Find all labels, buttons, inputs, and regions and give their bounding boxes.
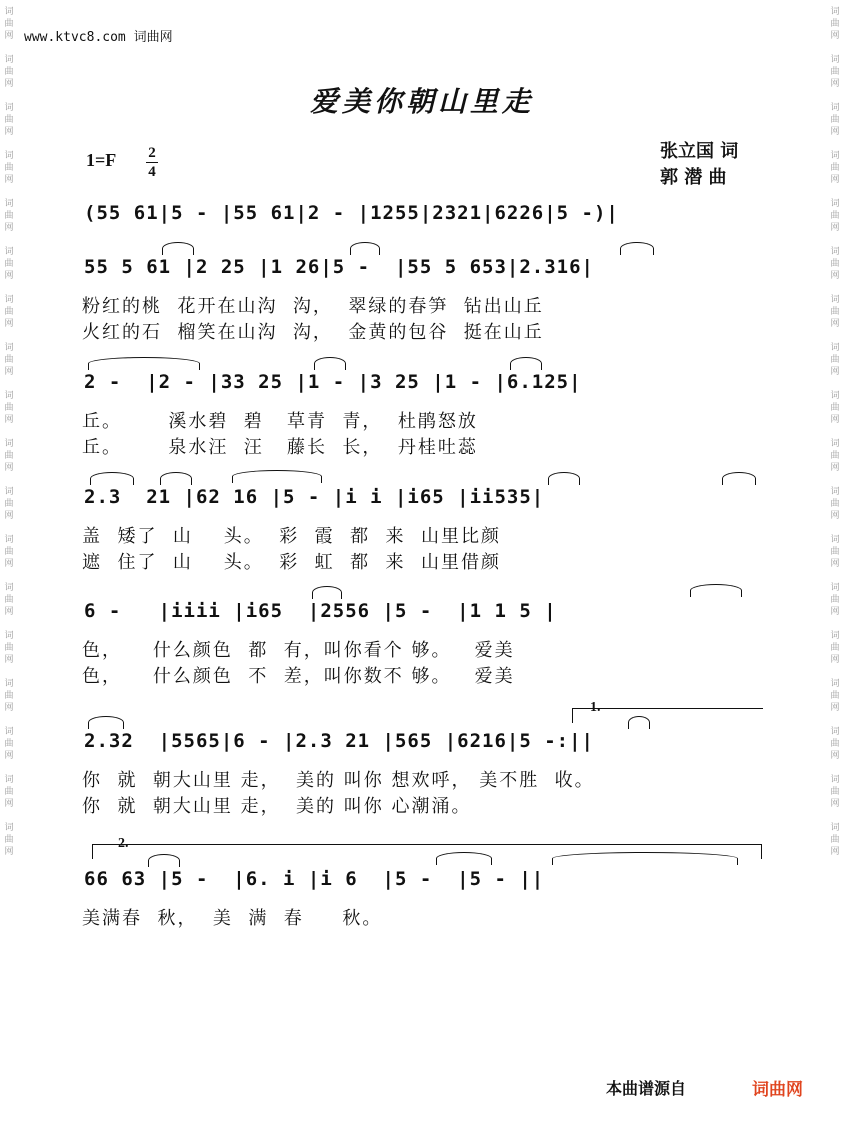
watermark-text: 词 曲 网 bbox=[4, 679, 14, 713]
slur bbox=[90, 472, 134, 485]
watermark-text: 词 曲 网 bbox=[4, 103, 14, 137]
notation-line: 2.3 21 |62 16 |5 - |i i |i65 |ii535| bbox=[84, 486, 545, 508]
composer-credit: 郭 潜 曲 bbox=[660, 167, 727, 188]
slur bbox=[436, 852, 492, 865]
watermark-text: 词 曲 网 bbox=[830, 583, 840, 617]
watermark-text: 词 曲 网 bbox=[830, 775, 840, 809]
slur bbox=[162, 242, 194, 255]
site-url[interactable]: www.ktvc8.com 词曲网 bbox=[24, 30, 173, 45]
watermark-text: 词 曲 网 bbox=[830, 823, 840, 857]
notation-line: 2 - |2 - |33 25 |1 - |3 25 |1 - |6.125| bbox=[84, 371, 582, 393]
time-divider bbox=[146, 162, 158, 163]
notation-line: (55 61|5 - |55 61|2 - |1255|2321|6226|5 -)| bbox=[84, 202, 619, 224]
time-signature bbox=[144, 144, 160, 181]
time-numerator: 2 bbox=[148, 145, 156, 161]
lyric-verse-2: 遮 住了 山 头。 彩 虹 都 来 山里借颜 bbox=[82, 552, 501, 573]
lyric-verse-1: 美满春 秋， 美 满 春 秋。 bbox=[82, 908, 383, 929]
slur bbox=[350, 242, 380, 255]
slur bbox=[548, 472, 580, 485]
lyric-verse-1: 丘。 溪水碧 碧 草青 青， 杜鹃怒放 bbox=[82, 411, 478, 432]
watermark-text: 词 曲 网 bbox=[4, 247, 14, 281]
slur bbox=[232, 470, 322, 483]
notation-line: 66 63 |5 - |6. i |i 6 |5 - |5 - || bbox=[84, 868, 545, 890]
notation-line: 55 5 61 |2 25 |1 26|5 - |55 5 653|2.316| bbox=[84, 256, 594, 278]
footer-brand-link[interactable]: 词曲网 bbox=[752, 1080, 803, 1100]
watermark-text: 词 曲 网 bbox=[830, 727, 840, 761]
watermark-text: 词 曲 网 bbox=[4, 631, 14, 665]
watermark-text: 词 曲 网 bbox=[4, 823, 14, 857]
watermark-text: 词 曲 网 bbox=[830, 247, 840, 281]
slur bbox=[620, 242, 654, 255]
watermark-text: 词 曲 网 bbox=[830, 199, 840, 233]
watermark-text: 词 曲 网 bbox=[4, 727, 14, 761]
watermark-text: 词 曲 网 bbox=[830, 679, 840, 713]
lyric-verse-1: 粉红的桃 花开在山沟 沟， 翠绿的春笋 钻出山丘 bbox=[82, 296, 544, 317]
watermark-text: 词 曲 网 bbox=[4, 199, 14, 233]
song-title: 爱美你朝山里走 bbox=[309, 85, 534, 118]
watermark-text: 词 曲 网 bbox=[830, 343, 840, 377]
notation-line: 2.32 |5565|6 - |2.3 21 |565 |6216|5 -:|| bbox=[84, 730, 594, 752]
watermark-text: 词 曲 网 bbox=[4, 343, 14, 377]
watermark-text: 词 曲 网 bbox=[4, 295, 14, 329]
slur bbox=[88, 716, 124, 729]
watermark-text: 词 曲 网 bbox=[4, 535, 14, 569]
lyric-verse-2: 色， 什么颜色 不 差，叫你数不 够。 爱美 bbox=[82, 666, 515, 687]
tie bbox=[88, 357, 200, 370]
watermark-text: 词 曲 网 bbox=[830, 55, 840, 89]
slur bbox=[690, 584, 742, 597]
volta-bracket-1 bbox=[572, 708, 763, 723]
lyric-verse-2: 丘。 泉水汪 汪 藤长 长， 丹桂吐蕊 bbox=[82, 437, 478, 458]
time-denominator: 4 bbox=[148, 164, 156, 180]
watermark-text: 词 曲 网 bbox=[4, 151, 14, 185]
watermark-text: 词 曲 网 bbox=[830, 391, 840, 425]
slur bbox=[160, 472, 192, 485]
notation-line: 6 - |iiii |i65 |2556 |5 - |1 1 5 | bbox=[84, 600, 557, 622]
slur bbox=[312, 586, 342, 599]
lyric-verse-1: 你 就 朝大山里 走， 美的 叫你 想欢呼， 美不胜 收。 bbox=[82, 770, 595, 791]
watermark-text: 词 曲 网 bbox=[4, 7, 14, 41]
footer-source-label: 本曲谱源自 bbox=[606, 1079, 687, 1098]
volta-1-label: 1. bbox=[590, 700, 601, 715]
watermark-text: 词 曲 网 bbox=[830, 439, 840, 473]
watermark-text: 词 曲 网 bbox=[4, 55, 14, 89]
watermark-text: 词 曲 网 bbox=[830, 295, 840, 329]
slur bbox=[148, 854, 180, 867]
left-watermark-strip bbox=[0, 0, 18, 1124]
watermark-text: 词 曲 网 bbox=[4, 583, 14, 617]
slur bbox=[510, 357, 542, 370]
watermark-text: 词 曲 网 bbox=[4, 487, 14, 521]
watermark-text: 词 曲 网 bbox=[830, 631, 840, 665]
lyric-verse-2: 火红的石 榴笑在山沟 沟， 金黄的包谷 挺在山丘 bbox=[82, 322, 544, 343]
watermark-text: 词 曲 网 bbox=[830, 151, 840, 185]
watermark-text: 词 曲 网 bbox=[4, 391, 14, 425]
watermark-text: 词 曲 网 bbox=[830, 7, 840, 41]
key-signature: 1=F bbox=[86, 150, 117, 170]
watermark-text: 词 曲 网 bbox=[4, 439, 14, 473]
watermark-text: 词 曲 网 bbox=[830, 487, 840, 521]
watermark-text: 词 曲 网 bbox=[830, 535, 840, 569]
right-watermark-strip bbox=[826, 0, 844, 1124]
volta-2-label: 2. bbox=[118, 836, 129, 851]
lyricist-credit: 张立国 词 bbox=[660, 141, 739, 162]
score-system-intro bbox=[0, 196, 844, 230]
slur bbox=[314, 357, 346, 370]
lyric-verse-1: 盖 矮了 山 头。 彩 霞 都 来 山里比颜 bbox=[82, 526, 501, 547]
slur bbox=[722, 472, 756, 485]
watermark-text: 词 曲 网 bbox=[4, 775, 14, 809]
tie bbox=[552, 852, 738, 865]
watermark-text: 词 曲 网 bbox=[830, 103, 840, 137]
slur bbox=[628, 716, 650, 729]
lyric-verse-1: 色， 什么颜色 都 有，叫你看个 够。 爱美 bbox=[82, 640, 515, 661]
lyric-verse-2: 你 就 朝大山里 走， 美的 叫你 心潮涌。 bbox=[82, 796, 472, 817]
